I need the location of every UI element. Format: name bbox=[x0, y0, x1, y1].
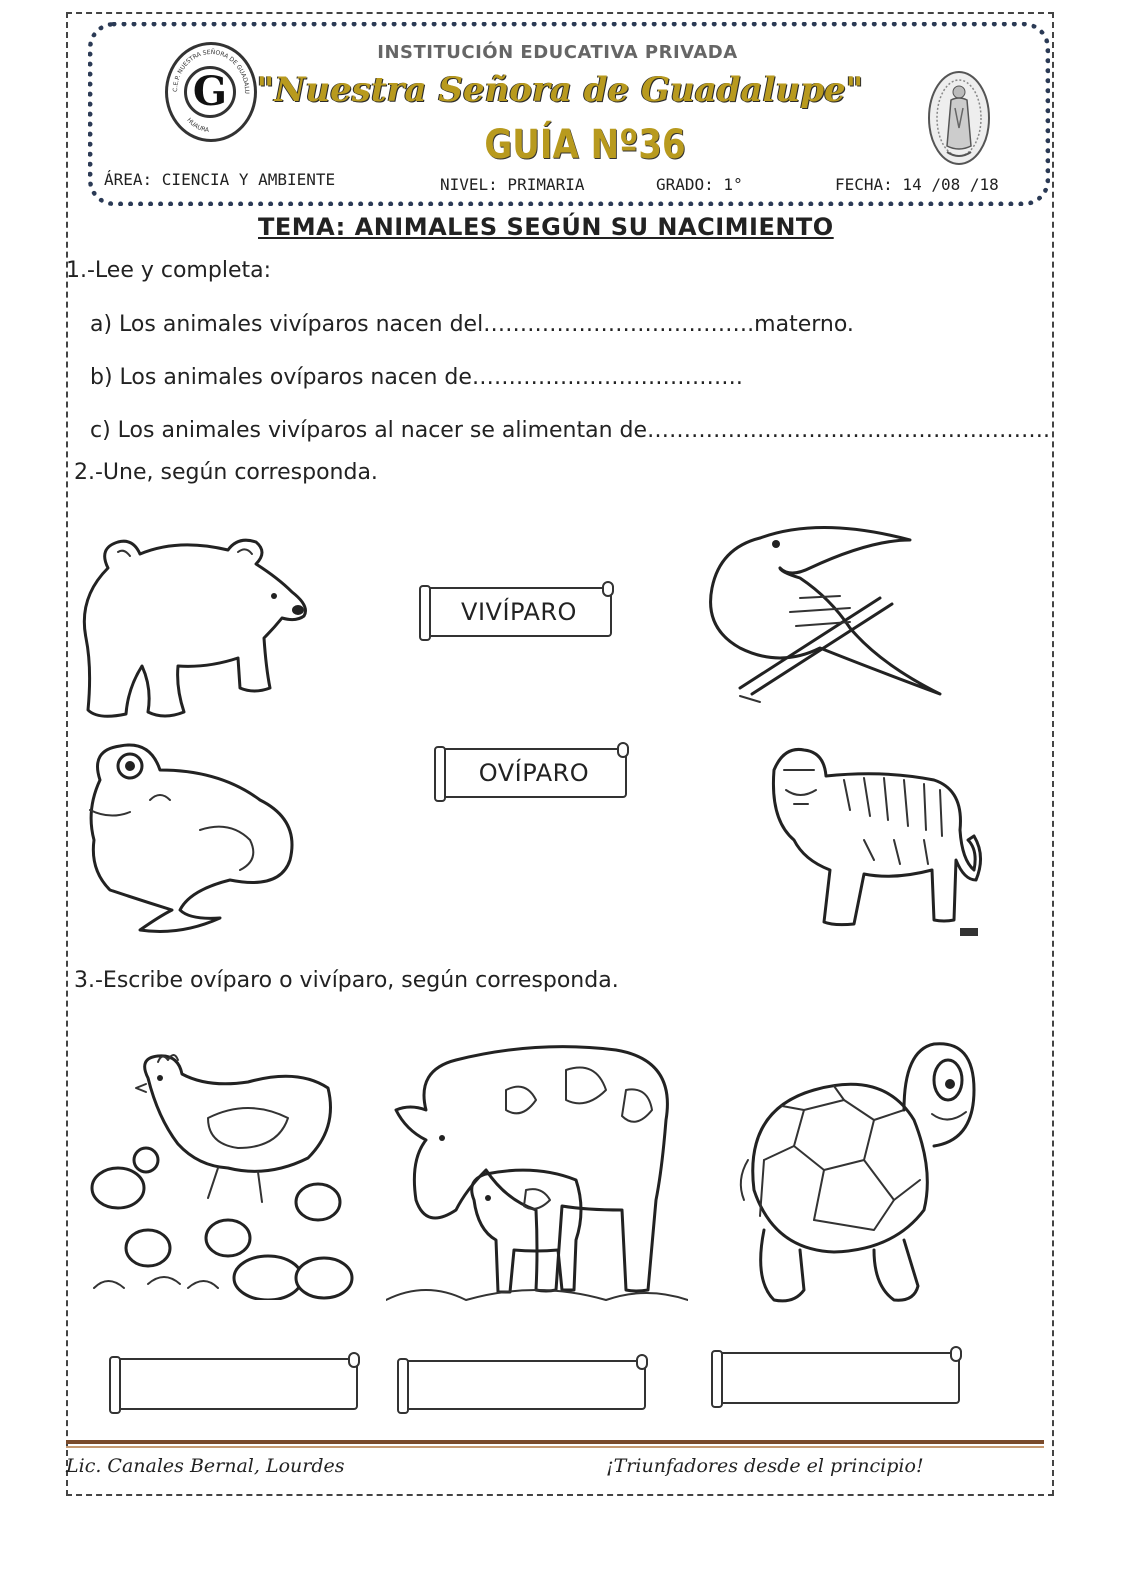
guide-number: GUÍA Nº36 bbox=[484, 122, 686, 168]
footer-divider bbox=[66, 1440, 1044, 1444]
viviparo-label: VIVÍPARO bbox=[461, 598, 577, 626]
logo-ring-top-text: C.E.P. NUESTRA SEÑORA DE GUADALU bbox=[171, 48, 251, 94]
answer-box-cow[interactable] bbox=[404, 1360, 646, 1410]
fill-in-item-a[interactable]: a) Los animales vivíparos nacen del……………………………….materno. bbox=[90, 312, 854, 337]
svg-text:C.E.P. NUESTRA SEÑORA DE GUADA bbox=[165, 42, 250, 94]
area-label: ÁREA: CIENCIA Y AMBIENTE bbox=[104, 170, 336, 189]
fill-in-item-c[interactable]: c) Los animales vivíparos al nacer se alimentan de………………………………………………. bbox=[90, 418, 1051, 443]
hen-with-chicks-image[interactable] bbox=[88, 1048, 370, 1300]
author-name: Lic. Canales Bernal, Lourdes bbox=[66, 1455, 345, 1477]
oviparo-label: OVÍPARO bbox=[478, 759, 590, 787]
logo-ring-bottom-text: HUAURA bbox=[185, 116, 210, 134]
bear-cub-image[interactable] bbox=[78, 528, 328, 724]
fill-in-item-b[interactable]: b) Los animales ovíparos nacen de………………………………. bbox=[90, 365, 743, 390]
viviparo-label-box[interactable] bbox=[426, 587, 612, 637]
oviparo-label-box[interactable] bbox=[441, 748, 627, 798]
svg-text:HUAURA bbox=[185, 117, 210, 134]
turtle-image[interactable] bbox=[734, 1030, 980, 1306]
answer-box-hen[interactable] bbox=[116, 1358, 358, 1410]
section1-title: 1.-Lee y completa: bbox=[66, 258, 271, 283]
logo-letter: G bbox=[184, 66, 236, 118]
answer-turtle bbox=[720, 1354, 958, 1402]
level-label: NIVEL: PRIMARIA bbox=[440, 175, 585, 194]
toucan-image[interactable] bbox=[700, 518, 950, 708]
grade-label: GRADO: 1° bbox=[656, 175, 743, 194]
institution-title: INSTITUCIÓN EDUCATIVA PRIVADA bbox=[377, 42, 738, 63]
footer-slogan: ¡Triunfadores desde el principio! bbox=[606, 1455, 924, 1477]
topic-title: TEMA: ANIMALES SEGÚN SU NACIMIENTO bbox=[258, 213, 834, 241]
school-name: "Nuestra Señora de Guadalupe" bbox=[256, 70, 864, 110]
virgin-image bbox=[925, 68, 993, 168]
frog-image[interactable] bbox=[80, 740, 302, 940]
answer-hen bbox=[118, 1360, 356, 1408]
date-label: FECHA: 14 /08 /18 bbox=[835, 175, 999, 194]
section3-title: 3.-Escribe ovíparo o vivíparo, según corresponda. bbox=[74, 968, 619, 993]
logo-ring-text bbox=[165, 42, 257, 142]
cow-with-calf-image[interactable] bbox=[386, 1030, 688, 1310]
tiger-image[interactable] bbox=[764, 740, 984, 940]
section2-title: 2.-Une, según corresponda. bbox=[74, 460, 378, 485]
footer-divider-light bbox=[66, 1446, 1044, 1448]
answer-box-turtle[interactable] bbox=[718, 1352, 960, 1404]
answer-cow bbox=[406, 1362, 644, 1408]
